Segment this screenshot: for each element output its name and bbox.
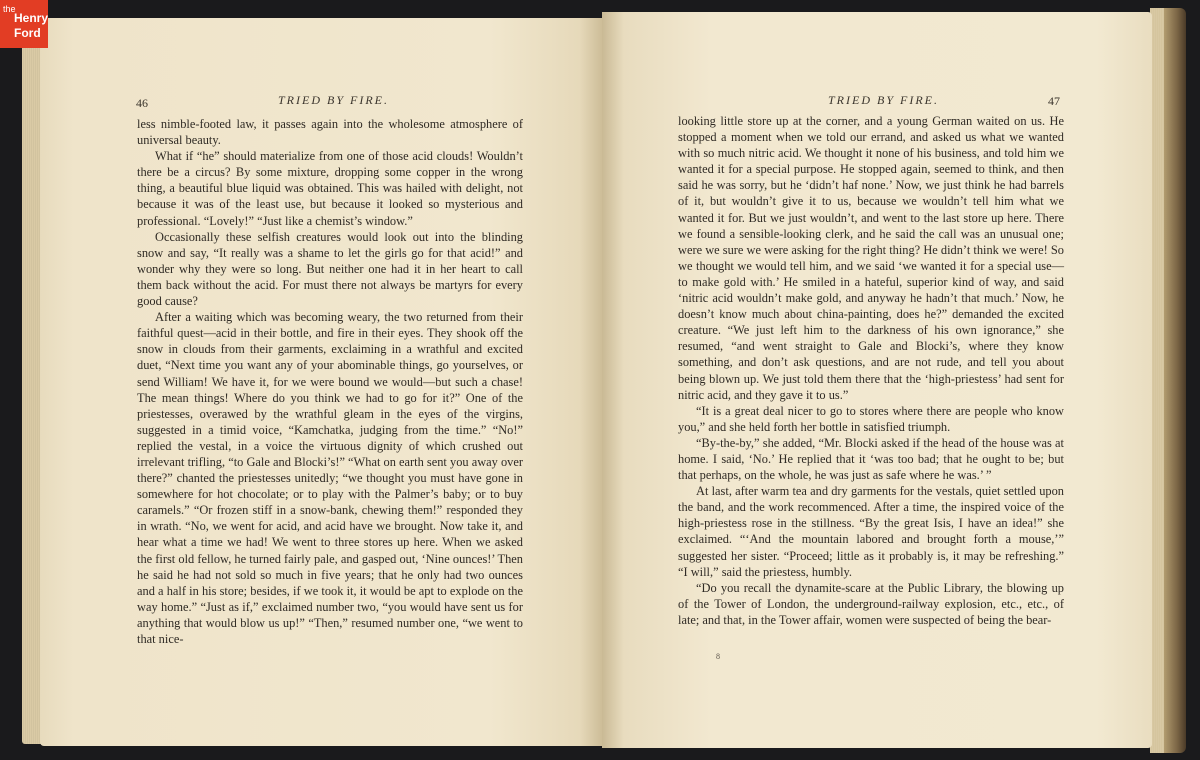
logo-ford: Ford	[14, 26, 41, 40]
right-page-text	[678, 113, 1064, 628]
page-edges-left	[22, 22, 42, 744]
right-page	[602, 12, 1152, 748]
right-page-paragraph: “Do you recall the dynamite-scare at the Public Library, the blowing up of the Tower of London, the underground-railway explosion, etc., etc., of late; and that, in the Tower affair, women were suspected of being the bear-	[678, 580, 1064, 627]
left-running-head: TRIED BY FIRE.	[278, 93, 389, 107]
left-page-paragraph: Occasionally these selfish creatures would look out into the blinding snow and say, “It really was a shame to let the girls go for that acid!” and wonder why they were so long. But neither one had it in her heart to call them back without the acid. For must there not always be martyrs for every good cause?	[137, 229, 523, 309]
henry-ford-logo	[0, 0, 48, 48]
left-page-paragraph: less nimble-footed law, it passes again into the wholesome atmosphere of universal beauty.	[137, 117, 523, 148]
right-page-paragraph: looking little store up at the corner, and a young German waited on us. He stopped a moment when we told our errand, and asked us what we wanted with so much nitric acid. We thought it none of his business, and told him we wanted it for a special purpose. He stopped again, seemed to think, and then said he was sorry, but he ‘didn’t haf none.’ Now, we just think he had barrels of it, but wouldn’t give it to us, because we wouldn’t tell him what we wanted it for. But we just wouldn’t, and went to the last store up here. There we found a sensible-looking clerk, and he said the call was an unusual one; were we sure we were asking for the right thing? He didn’t think we were! So we thought we would tell him, and we said ‘we wanted it for a special use—to make gold with.’ He smiled in a hateful, superior kind of way, and said ‘nitric acid wouldn’t make gold, and anyway he hadn’t that much.’ Now, he doesn’t know much about china-painting, does he?” demanded the excited creature. “We just left him to the darkness of his own ignorance,” she resumed, “and went straight to Gale and Blocki’s, where they know something, and don’t ask questions, and are not rude, and tell you about being blown up. We just told them there that the ‘high-priestess’ had sent for nitric acid, and they gave it to us.”	[678, 114, 1064, 402]
left-page-number: 46	[136, 96, 148, 110]
right-running-head: TRIED BY FIRE.	[828, 93, 939, 107]
logo-henry: Henry	[14, 11, 49, 25]
page-edges-right	[1150, 8, 1186, 753]
right-page-paragraph: “It is a great deal nicer to go to stores where there are people who know you,” and she held forth her bottle in satisfied triumph.	[678, 403, 1064, 434]
right-page-paragraph: At last, after warm tea and dry garments for the vestals, quiet settled upon the band, and the work recommenced. After a time, the inspired voice of the high-priestess rose in the stillness. “By the great Isis, I have an idea!” she exclaimed. “‘And the mountain labored and brought forth a mouse,’” suggested her sister. “Proceed; little as it probably is, it may be refreshing.” “I will,” said the priestess, humbly.	[678, 484, 1064, 579]
right-page-number: 47	[1048, 94, 1060, 108]
left-page-text	[137, 116, 523, 647]
left-page	[40, 18, 602, 746]
left-page-paragraph: After a waiting which was becoming weary, the two returned from their faithful quest—acid in their bottle, and fire in their eyes. They shook off the snow in clouds from their garments, exclaiming in a wrathful and excited duet, “Next time you want any of your abominable things, go yourselves, or send William! We have it, for we were bound we would—but such a chase! The mean things! Where do you think we had to go for it?” One of the priestesses, overawed by the wrathful gleam in the eyes of the virgins, suggested in a timid voice, “Kamchatka, judging from the time.” “No!” replied the vestal, in a voice the virtuous dignity of which crushed out irrelevant trifling, “to Gale and Blocki’s!” “What on earth sent you away over there?” chanted the priestesses unitedly; “we thought you must have gone in somewhere for hot chocolate; or to play with the Palmer’s baby; or to buy caramels.” “Or frozen stiff in a snow-bank, chewing them!” responded they in wrath. “No, we went for acid, and acid have we brought. Now take it, and hear what a time we had! We went to three stores up here. When we asked the first old fellow, he turned fairly pale, and gasped out, ‘Nine ounces!’ Then he said he had not sold so much in five years; that he only had two ounces and a half in his store; besides, if we took it, it would be apt to explode on the way home.” “Just as if,” exclaimed number two, “you would have sent us for anything that would blow us up!” “Then,” resumed number one, “we went to that nice-	[137, 310, 523, 646]
signature-mark: 8	[716, 652, 720, 661]
logo-the: the	[3, 4, 16, 14]
left-page-paragraph: What if “he” should materialize from one of those acid clouds! Wouldn’t there be a circus? By some mixture, dropping some copper in the wrong thing, a beautiful blue liquid was obtained. This was hailed with delight, not because it was of the least use, but because it looked so mysterious and professional. “Lovely!” “Just like a chemist’s window.”	[137, 149, 523, 228]
right-page-paragraph: “By-the-by,” she added, “Mr. Blocki asked if the head of the house was at home. I said, ‘No.’ He replied that it ‘was too bad; that he ought to be; but that perhaps, on the whole, he was just as safe where he was.’ ”	[678, 435, 1064, 483]
